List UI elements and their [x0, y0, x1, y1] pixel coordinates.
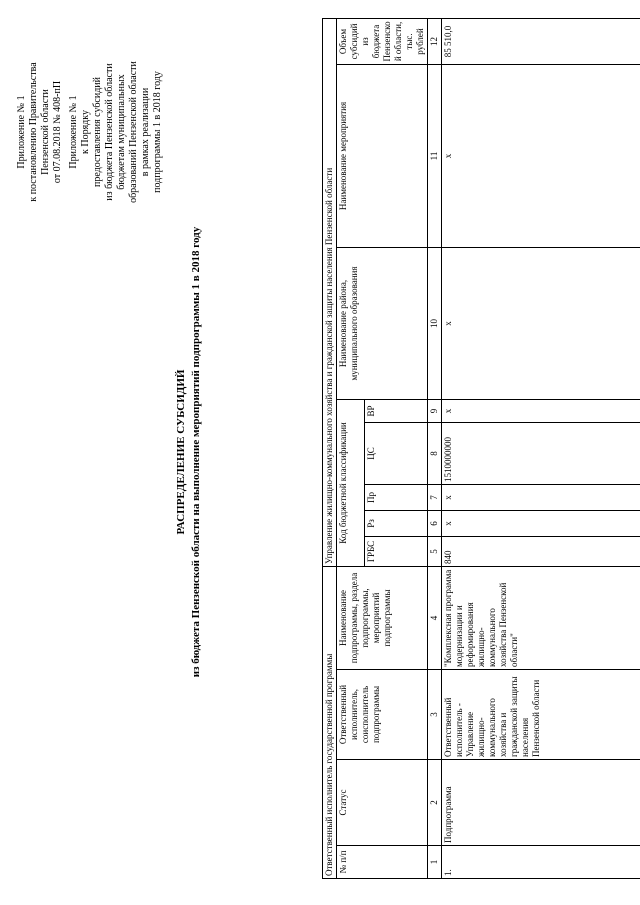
- subsidy-table: [322, 18, 640, 879]
- group-header-right: Управление жилищно-коммунального хозяйства и гражданской защиты населения Пензенской области: [323, 18, 337, 566]
- header-pr: Пр: [365, 484, 428, 510]
- header-line: от 07.08.2018 № 408-пП: [52, 80, 63, 184]
- header-district: Наименование района, муниципального образования: [337, 247, 428, 399]
- header-line: к Порядку: [80, 110, 91, 154]
- column-number: 12: [428, 18, 442, 64]
- table-row: [442, 18, 640, 878]
- table-group-row: [323, 18, 337, 878]
- header-line: к постановлению Правительства: [28, 62, 39, 202]
- cell-rz: х: [442, 510, 640, 536]
- column-number-row: [428, 18, 442, 878]
- header-executor: Ответственный исполнитель, соисполнитель подпрограммы: [337, 670, 428, 760]
- cell-district: х: [442, 247, 640, 399]
- column-number: 10: [428, 247, 442, 399]
- cell-volume: 85 510,0: [442, 18, 640, 64]
- column-number: 1: [428, 846, 442, 879]
- cell-grbs: 840: [442, 536, 640, 566]
- header-volume: Объем субсидий из бюджета Пензенской области, тыс. рублей: [337, 18, 428, 64]
- cell-status: Подпрограмма: [442, 760, 640, 846]
- header-rz: Рз: [365, 510, 428, 536]
- group-header-left: Ответственный исполнитель государственной программы: [323, 566, 337, 878]
- cell-executor: Ответственный исполнитель - Управление жилищно-коммунального хозяйства и гражданской защиты населения Пензенской области: [442, 670, 640, 760]
- column-number: 4: [428, 566, 442, 669]
- cell-vr: х: [442, 399, 640, 422]
- header-line: образований Пензенской области: [128, 61, 139, 203]
- header-line: предоставления субсидий: [92, 76, 103, 188]
- header-num: № п/п: [337, 846, 428, 879]
- table-header-row: [337, 18, 365, 878]
- header-cs: ЦС: [365, 422, 428, 484]
- rotated-page: [10, 7, 630, 897]
- column-number: 3: [428, 670, 442, 760]
- column-number: 9: [428, 399, 442, 422]
- header-line: Приложение № 1: [68, 95, 79, 169]
- column-number: 6: [428, 510, 442, 536]
- header-line: Приложение № 1: [16, 95, 27, 169]
- header-line: подпрограммы 1 в 2018 году: [152, 71, 163, 193]
- cell-event: х: [442, 64, 640, 247]
- header-event: Наименование мероприятия: [337, 64, 428, 247]
- column-number: 7: [428, 484, 442, 510]
- cell-num: 1.: [442, 846, 640, 879]
- column-number: 5: [428, 536, 442, 566]
- appendix-block-procedure: [68, 7, 164, 257]
- column-number: 2: [428, 760, 442, 846]
- header-budget-code: Код бюджетной классификации: [337, 399, 365, 566]
- header-line: Пензенской области: [40, 89, 51, 175]
- document-title: РАСПРЕДЕЛЕНИЕ СУБСИДИЙ: [175, 369, 187, 535]
- header-grbs: ГРБС: [365, 536, 428, 566]
- header-line: бюджетам муниципальных: [116, 74, 127, 190]
- header-line: из бюджета Пензенской области: [104, 63, 115, 201]
- cell-cs: 1510000000: [442, 422, 640, 484]
- header-status: Статус: [337, 760, 428, 846]
- appendix-header: [16, 7, 168, 257]
- header-vr: ВР: [365, 399, 428, 422]
- column-number: 8: [428, 422, 442, 484]
- cell-program-name: "Комплексная программа модернизации и реформирования жилищно-коммунального хозяйства Пензенской области": [442, 566, 640, 669]
- appendix-block-resolution: [16, 7, 64, 257]
- cell-pr: х: [442, 484, 640, 510]
- header-program-name: Наименование подпрограммы, раздела подпрограммы, мероприятий подпрограммы: [337, 566, 428, 669]
- header-line: в рамках реализации: [140, 87, 151, 177]
- column-number: 11: [428, 64, 442, 247]
- document-subtitle: из бюджета Пензенской области на выполнение мероприятий подпрограммы 1 в 2018 году: [190, 226, 202, 678]
